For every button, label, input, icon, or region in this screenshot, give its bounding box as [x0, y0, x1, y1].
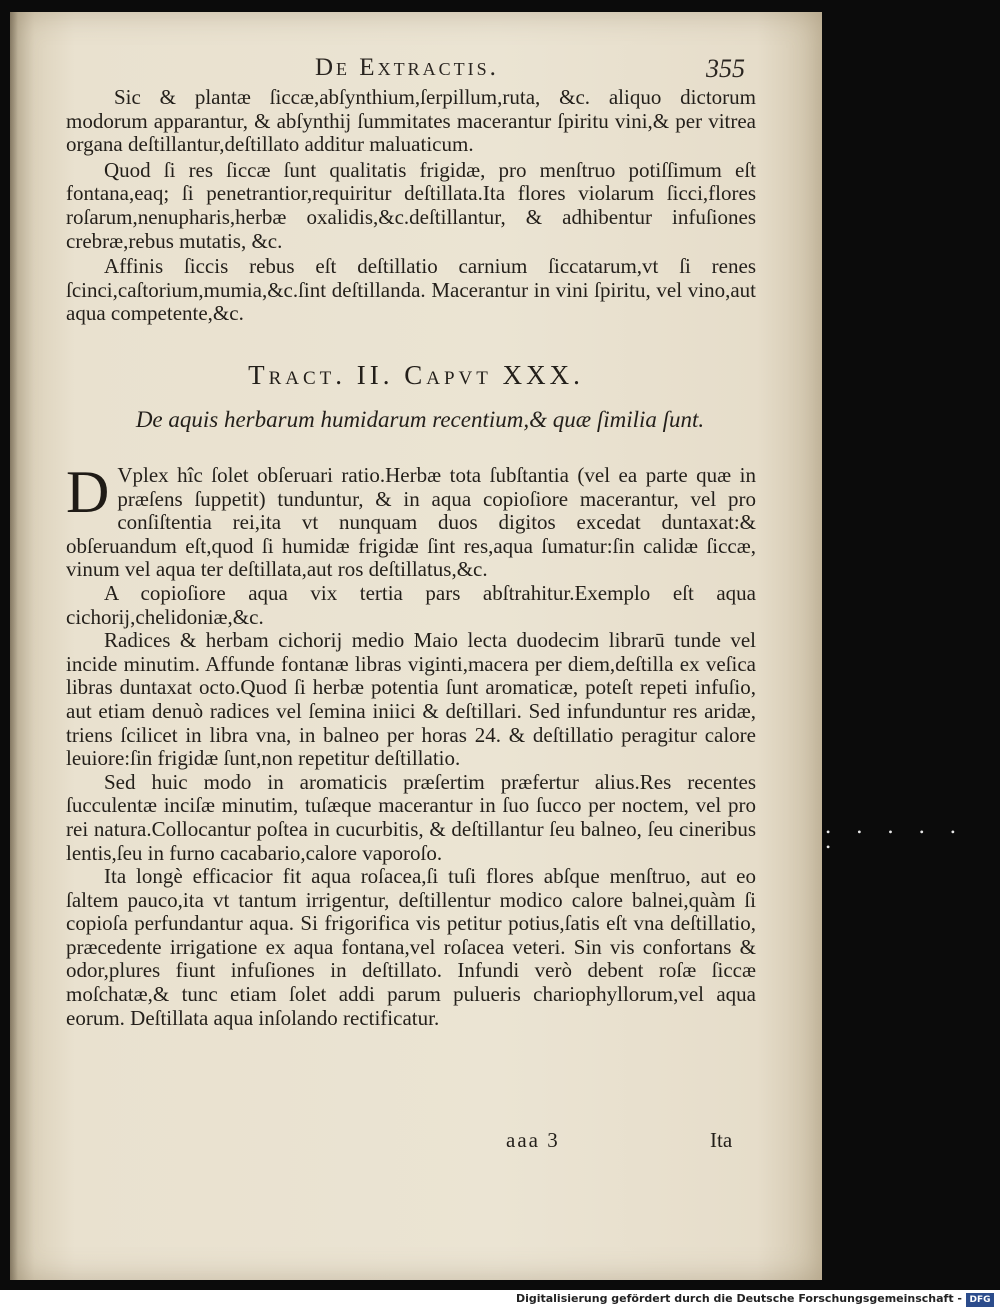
chapter-subtitle: De aquis herbarum humidarum recentium,& quæ ſimilia ſunt. [135, 407, 705, 432]
credit-text: Digitalisierung gefördert durch die Deutsche Forschungsgemeinschaft - [515, 1292, 962, 1305]
chapter-body [66, 459, 756, 1030]
paragraph: Sic & plantæ ſiccæ,abſynthium,ſerpillum,ruta, &c. aliquo dictorum modorum apparantur, & abſynthij ſummitates macerantur ſpiritu vini,& per vitrea organa deſtillantur,deſtillato additur maluaticum. [66, 85, 756, 157]
paragraph: A copioſiore aqua vix tertia pars abſtrahitur.Exemplo eſt aqua cichorij,chelidoniæ,&c. [66, 580, 756, 629]
dfg-logo: DFG [966, 1293, 994, 1307]
paragraph: Quod ſi res ſiccæ ſunt qualitatis frigidæ, pro menſtruo potiſſimum eſt fontana,eaq; ſi penetrantior,requiritur deſtillata.Ita flores violarum ſicci,flores roſarum,nenupharis,herbæ oxalidis,&c.deſtillantur, & adhibentur infuſiones crebræ,rebus mutatis, &c. [66, 157, 756, 253]
margin-dots: • • • • • • [826, 825, 968, 854]
book-page [10, 12, 822, 1280]
running-title: De Extractis. [315, 54, 499, 81]
chapter-heading: Tract. II. Capvt XXX. [248, 360, 584, 390]
paragraph: Ita longè efficacior fit aqua roſacea,ſi tuſi flores abſque menſtruo, aut eo ſaltem pauco,ita vt tantum irrigentur, deſtillentur modico calore balnei,quàm ſi copioſa perfundantur aqua. Si frigorifica vis petitur potius,ſatis eſt vna deſtillatio, præcedente irrigatione ex aqua fontana,vel roſacea veteri. Sin vis confortans & odor,plures fiunt infuſiones in deſtillato. Infundi verò debent roſæ ſiccæ moſchatæ,& tunc etiam ſolet addi parum pulueris chariophyllorum,vel aqua eorum. Deſtillata aqua inſolando rectificatur. [66, 864, 756, 1030]
signature-mark: aaa 3 [506, 1128, 560, 1152]
page-number: 355 [706, 54, 745, 83]
page-footer [10, 1128, 822, 1164]
catchword: Ita [710, 1128, 733, 1152]
credit-bar [0, 1290, 1000, 1310]
top-text-block [66, 86, 756, 326]
paragraph: Sed huic modo in aromaticis præſertim præfertur alius.Res recentes ſucculentæ inciſæ minutim, tuſæque macerantur in ſuo ſucco per noctem, vel pro rei natura.Collocantur poſtea in cucurbitis, & deſtillantur ſeu balneo, ſeu cineribus lentis,ſeu in furno cacabario,calore vaporoſo. [66, 769, 756, 865]
paragraph: Vplex hîc ſolet obſeruari ratio.Herbæ tota ſubſtantia (vel ea parte quæ in præſens ſuppetit) tunduntur, & in aqua copioſiore macerantur, vel pro conſiſtentia rei,ita vt nunquam duos digitos excedat duntaxat:& obſeruandum eſt,quod ſi humidæ frigidæ ſint res,aqua ſumatur:ſin calidæ ſiccæ, vinum vel aqua ter deſtillata,aut ros deſtillatus,&c. [66, 463, 756, 582]
page-gutter-shadow [10, 12, 18, 1280]
paragraph: Affinis ſiccis rebus eſt deſtillatio carnium ſiccatarum,vt ſi renes ſcinci,caſtorium,mumia,&c.ſint deſtillanda. Macerantur in vini ſpiritu, vel vino,aut aqua competente,&c. [66, 254, 756, 326]
drop-cap-initial: D [66, 459, 110, 525]
paragraph: Radices & herbam cichorij medio Maio lecta duodecim librarū tunde vel incide minutim. Affunde fontanæ libras viginti,macera per diem,deſtilla ex veſica libras duntaxat octo.Quod ſi herbæ potentia ſunt aromaticæ, poteſt repeti infuſio, aut etiam denuò radices vel ſemina iniici & deſtillari. Sed infunduntur res aridæ, triens ſcilicet in libra vna, in balneo per horas 24. & deſtillatio peragitur calore leuiore:ſin frigidæ ſunt,non repetitur deſtillatio. [66, 628, 756, 771]
